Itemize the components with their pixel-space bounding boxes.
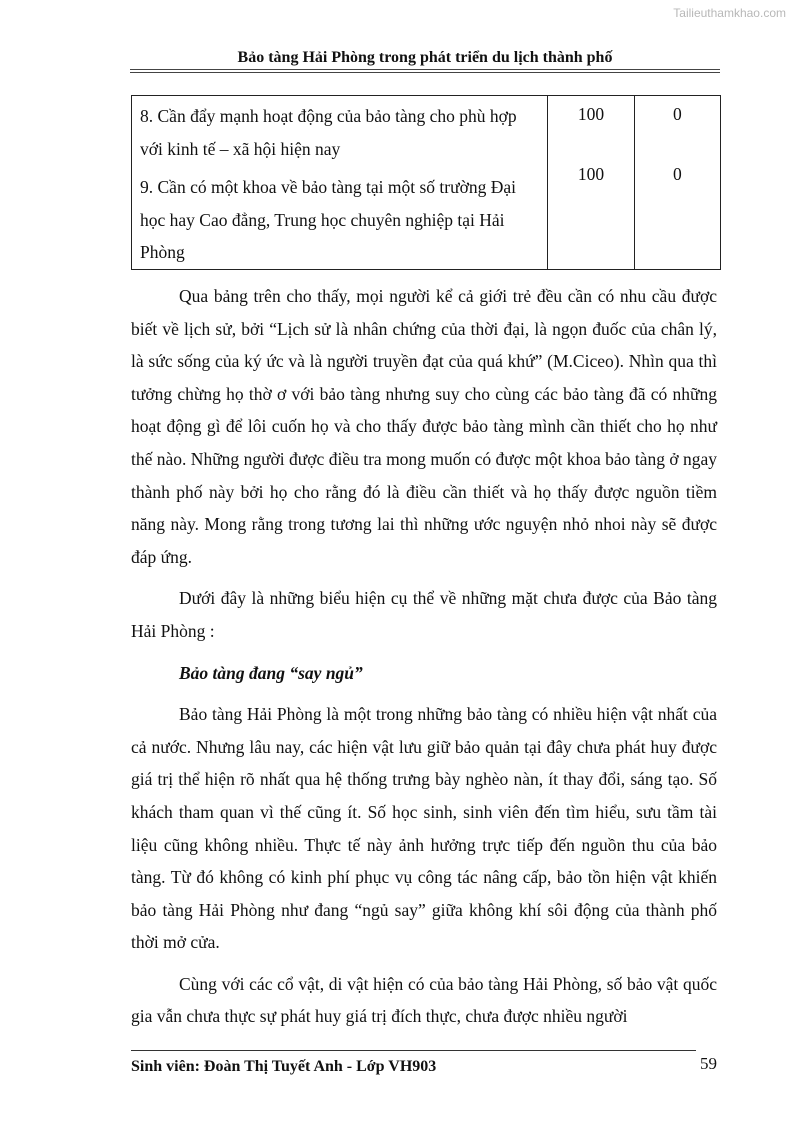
paragraph: Cùng với các cổ vật, di vật hiện có của bảo tàng Hải Phòng, số bảo vật quốc gia vẫn chưa thực sự phát huy giá trị đích thực, chưa được nhiều người [131,973,717,1027]
body-text [131,280,717,1042]
row-8-item: 8. Cần đẩy mạnh hoạt động của bảo tàng cho phù hợp với kinh tế – xã hội hiện nay [140,106,517,159]
row-9-item: 9. Cần có một khoa về bảo tàng tại một số trường Đại học hay Cao đẳng, Trung học chuyên nghiệp tại Hải Phòng [140,177,516,262]
paragraph: Qua bảng trên cho thấy, mọi người kể cả giới trẻ đều cần có nhu cầu được biết về lịch sử, bởi “Lịch sử là nhân chứng của thời đại, là ngọn đuốc của chân lý, là sức sống của ký ức và là người truyền đạt của quá khứ” (M.Ciceo). Nhìn qua thì tưởng chừng họ thờ ơ với bảo tàng nhưng suy cho cùng các bảo tàng đã có những hoạt động gì để lôi cuốn họ và cho thấy được bảo tàng mình cần thiết cho họ như thế nào. Những người được điều tra mong muốn có được một khoa bảo tàng ở ngay thành phố này bởi họ cho rằng đó là điều cần thiết và họ thấy được nguồn tiềm năng này. Mong rằng trong tương lai thì những ước nguyện nhỏ nhoi này sẽ được đáp ứng. [131,286,717,567]
footer-student: Sinh viên: Đoàn Thị Tuyết Anh - Lớp VH903 [131,1058,437,1075]
row-9-col1: 100 [577,164,605,184]
footer-rule [131,1050,696,1051]
paragraph: Bảo tàng Hải Phòng là một trong những bảo tàng có nhiều hiện vật nhất của cả nước. Nhưng lâu nay, các hiện vật lưu giữ bảo quản tại đây chưa phát huy được giá trị thể hiện rõ nhất qua hệ thống trưng bày nghèo nàn, ít thay đổi, sáng tạo. Số khách tham quan vì thế cũng ít. Số học sinh, sinh viên đến tìm hiểu, sưu tầm tài liệu cũng không nhiều. Thực tế này ảnh hưởng trực tiếp đến nguồn thu của bảo tàng. Từ đó không có kinh phí phục vụ công tác nâng cấp, bảo tồn hiện vật khiến bảo tàng Hải Phòng như đang “ngủ say” giữa không khí sôi động của thành phố thời mở cửa. [131,704,717,953]
table-cell-item [132,96,548,270]
header-rule [130,69,720,73]
watermark: Tailieuthamkhao.com [673,6,786,20]
table-row [132,96,721,270]
survey-table [131,95,721,270]
row-8-col1: 100 [577,104,605,124]
row-9-col2: 0 [673,164,682,184]
table-cell-col1 [548,96,635,270]
paragraph: Dưới đây là những biểu hiện cụ thể về những mặt chưa được của Bảo tàng Hải Phòng : [131,588,717,641]
page-header-title: Bảo tàng Hải Phòng trong phát triển du lịch thành phố [237,49,613,66]
table-cell-col2 [634,96,720,270]
row-8-col2: 0 [673,104,682,124]
section-heading: Bảo tàng đang “say ngủ” [179,662,363,683]
page-number: 59 [700,1054,717,1073]
